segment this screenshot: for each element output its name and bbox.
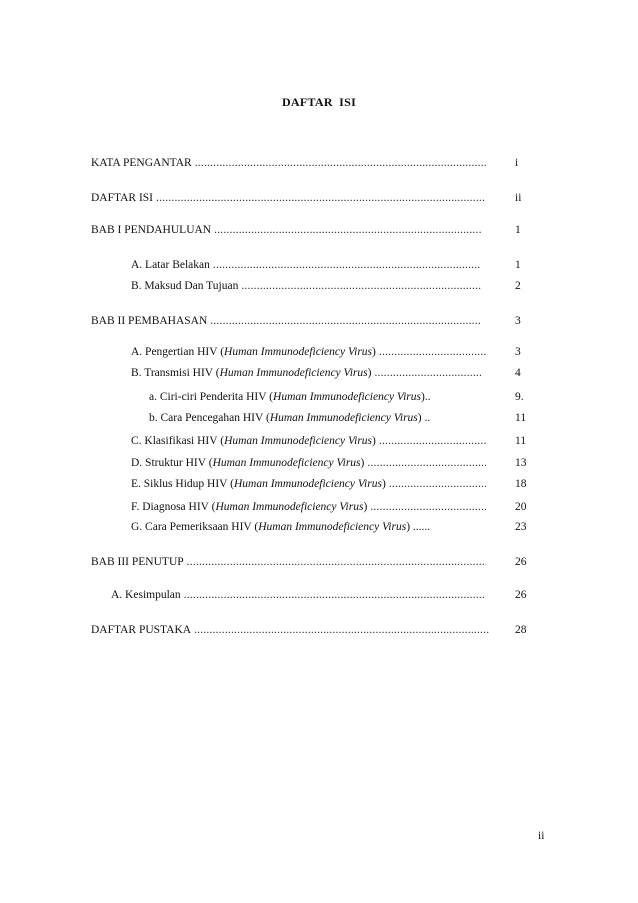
dot-leader [184,587,486,603]
toc-entry: A. Kesimpulan ..... 26 [111,587,486,603]
toc-entry: KATA PENGANTAR ..... i [91,155,486,171]
dot-leader [214,222,481,238]
toc-page-number: 23 [515,521,527,533]
toc-entry: BAB III PENUTUP ..... 26 [91,554,486,570]
toc-entry: B. Transmisi HIV (Human Immunodeficiency Virus) ..... 4 [131,365,481,381]
toc-entry: DAFTAR ISI ..... ii [91,190,486,206]
toc-page-number: 26 [515,556,527,568]
toc-page-number: 20 [515,501,527,513]
toc-entry: D. Struktur HIV (Human Immunodeficiency Virus) ..... 13 [131,455,486,471]
toc-entry: BAB II PEMBAHASAN ..... 3 [91,313,481,329]
toc-entry: b. Cara Pencegahan HIV (Human Immunodeficiency Virus) .. 11 [149,410,487,426]
toc-page-number: 9. [515,391,524,403]
toc-entry: BAB I PENDAHULUAN ..... 1 [91,222,481,238]
dot-leader [374,365,481,381]
toc-page-number: 3 [515,315,521,327]
toc-page-number: 11 [515,412,527,424]
toc-entry: E. Siklus Hidup HIV (Human Immunodeficiency Virus) ..... 18 [131,476,486,492]
toc-page-number: 3 [515,346,521,358]
toc-entry: C. Klasifikasi HIV (Human Immunodeficiency Virus) ..... 11 [131,433,486,449]
toc-entry: A. Latar Belakan ..... 1 [131,257,481,273]
toc-page-number: 26 [515,589,527,601]
dot-leader [210,313,481,329]
toc-page-number: 1 [515,259,521,271]
toc-page-number: 13 [515,457,527,469]
toc-page-number: 11 [515,435,527,447]
dot-leader [379,344,486,360]
dot-leader [379,433,486,449]
dot-leader [241,278,481,294]
toc-page-number: i [515,157,519,169]
dot-leader [195,155,486,171]
dot-leader [213,257,481,273]
dot-leader [156,190,486,206]
toc-title: DAFTAR ISI [281,95,357,109]
toc-entry: a. Ciri-ciri Penderita HIV (Human Immunodeficiency Virus).. 9. [149,389,487,405]
dot-leader [389,476,486,492]
toc-page-number: 1 [515,224,521,236]
toc-page-number: 2 [515,280,521,292]
toc-entry: A. Pengertian HIV (Human Immunodeficiency Virus) ..... 3 [131,344,486,360]
page-number: ii [538,830,545,842]
toc-entry: F. Diagnosa HIV (Human Immunodeficiency Virus) ..... 20 [131,499,486,515]
dot-leader [367,455,486,471]
toc-page-number: 4 [515,367,521,379]
toc-entry: G. Cara Pemeriksaan HIV (Human Immunodeficiency Virus) ...... 23 [131,519,486,535]
toc-entry: DAFTAR PUSTAKA ..... 28 [91,622,489,638]
toc-page-number: ii [515,192,522,204]
dot-leader [194,622,489,638]
toc-page-number: 18 [515,478,527,490]
toc-entry: B. Maksud Dan Tujuan ..... 2 [131,278,481,294]
toc-page-number: 28 [515,624,527,636]
dot-leader [370,499,486,515]
dot-leader [187,554,486,570]
